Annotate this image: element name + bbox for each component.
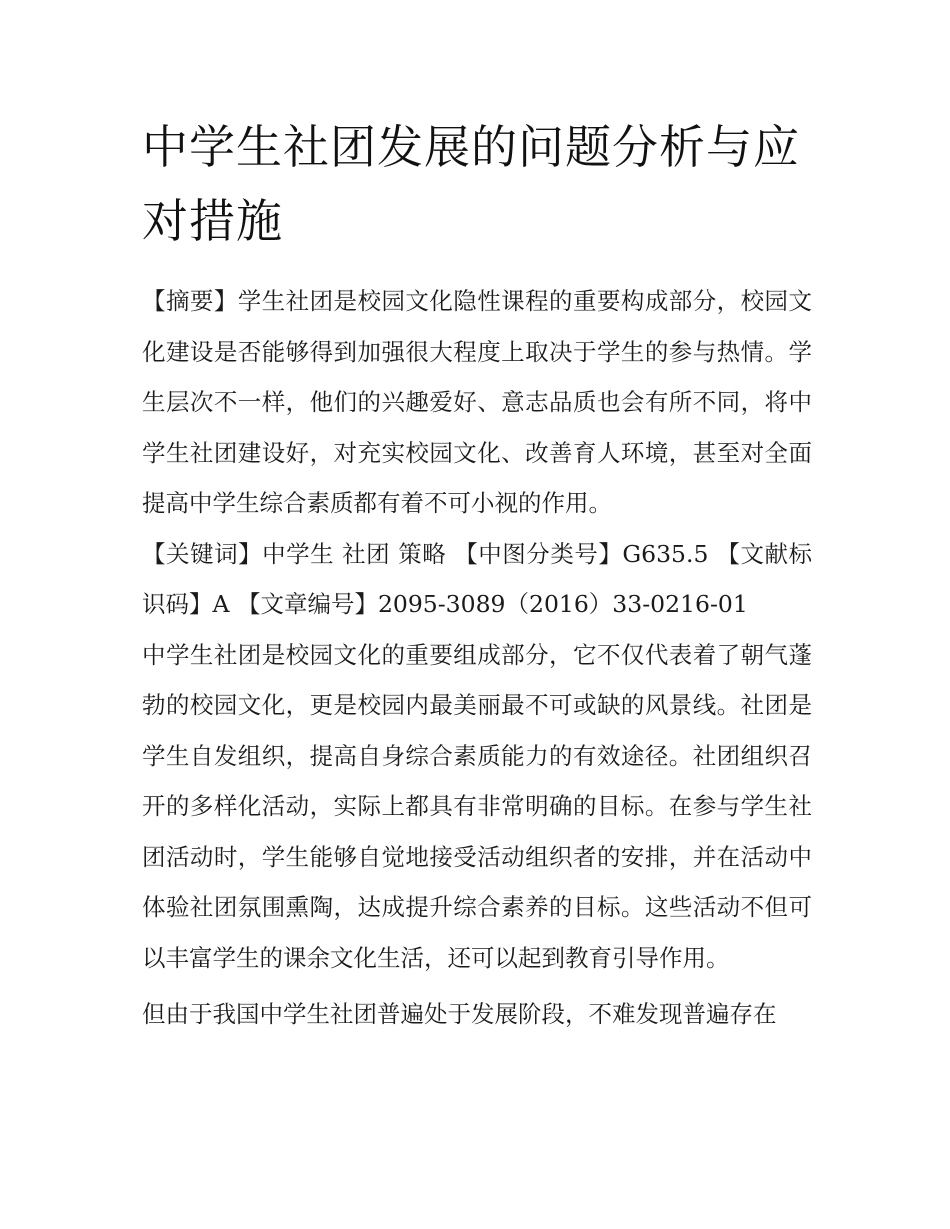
document-body xyxy=(142,110,812,1040)
abstract-paragraph: 【摘要】学生社团是校园文化隐性课程的重要构成部分，校园文化建设是否能够得到加强很大程度上取决于学生的参与热情。学生层次不一样，他们的兴趣爱好、意志品质也会有所不同，将中学生社团建设好，对充实校园文化、改善育人环境，甚至对全面提高中学生综合素质都有着不可小视的作用。 xyxy=(142,287,812,517)
body-paragraph-2: 但由于我国中学生社团普遍处于发展阶段，不难发现普遍存在 xyxy=(142,1000,777,1028)
body-paragraph-1: 中学生社团是校园文化的重要组成部分，它不仅代表着了朝气蓬勃的校园文化，更是校园内最美丽最不可或缺的风景线。社团是学生自发组织，提高自身综合素质能力的有效途径。社团组织召开的多样化活动，实际上都具有非常明确的目标。在参与学生社团活动时，学生能够自觉地接受活动组织者的安排，并在活动中体验社团氛围熏陶，达成提升综合素养的目标。这些活动不但可以丰富学生的课余文化生活，还可以起到教育引导作用。 xyxy=(142,640,812,972)
document-title: 中学生社团发展的问题分析与应对措施 xyxy=(142,120,800,248)
keywords-paragraph: 【关键词】中学生 社团 策略 【中图分类号】G635.5 【文献标识码】A 【文章编号】2095-3089（2016）33-0216-01 xyxy=(142,539,812,618)
